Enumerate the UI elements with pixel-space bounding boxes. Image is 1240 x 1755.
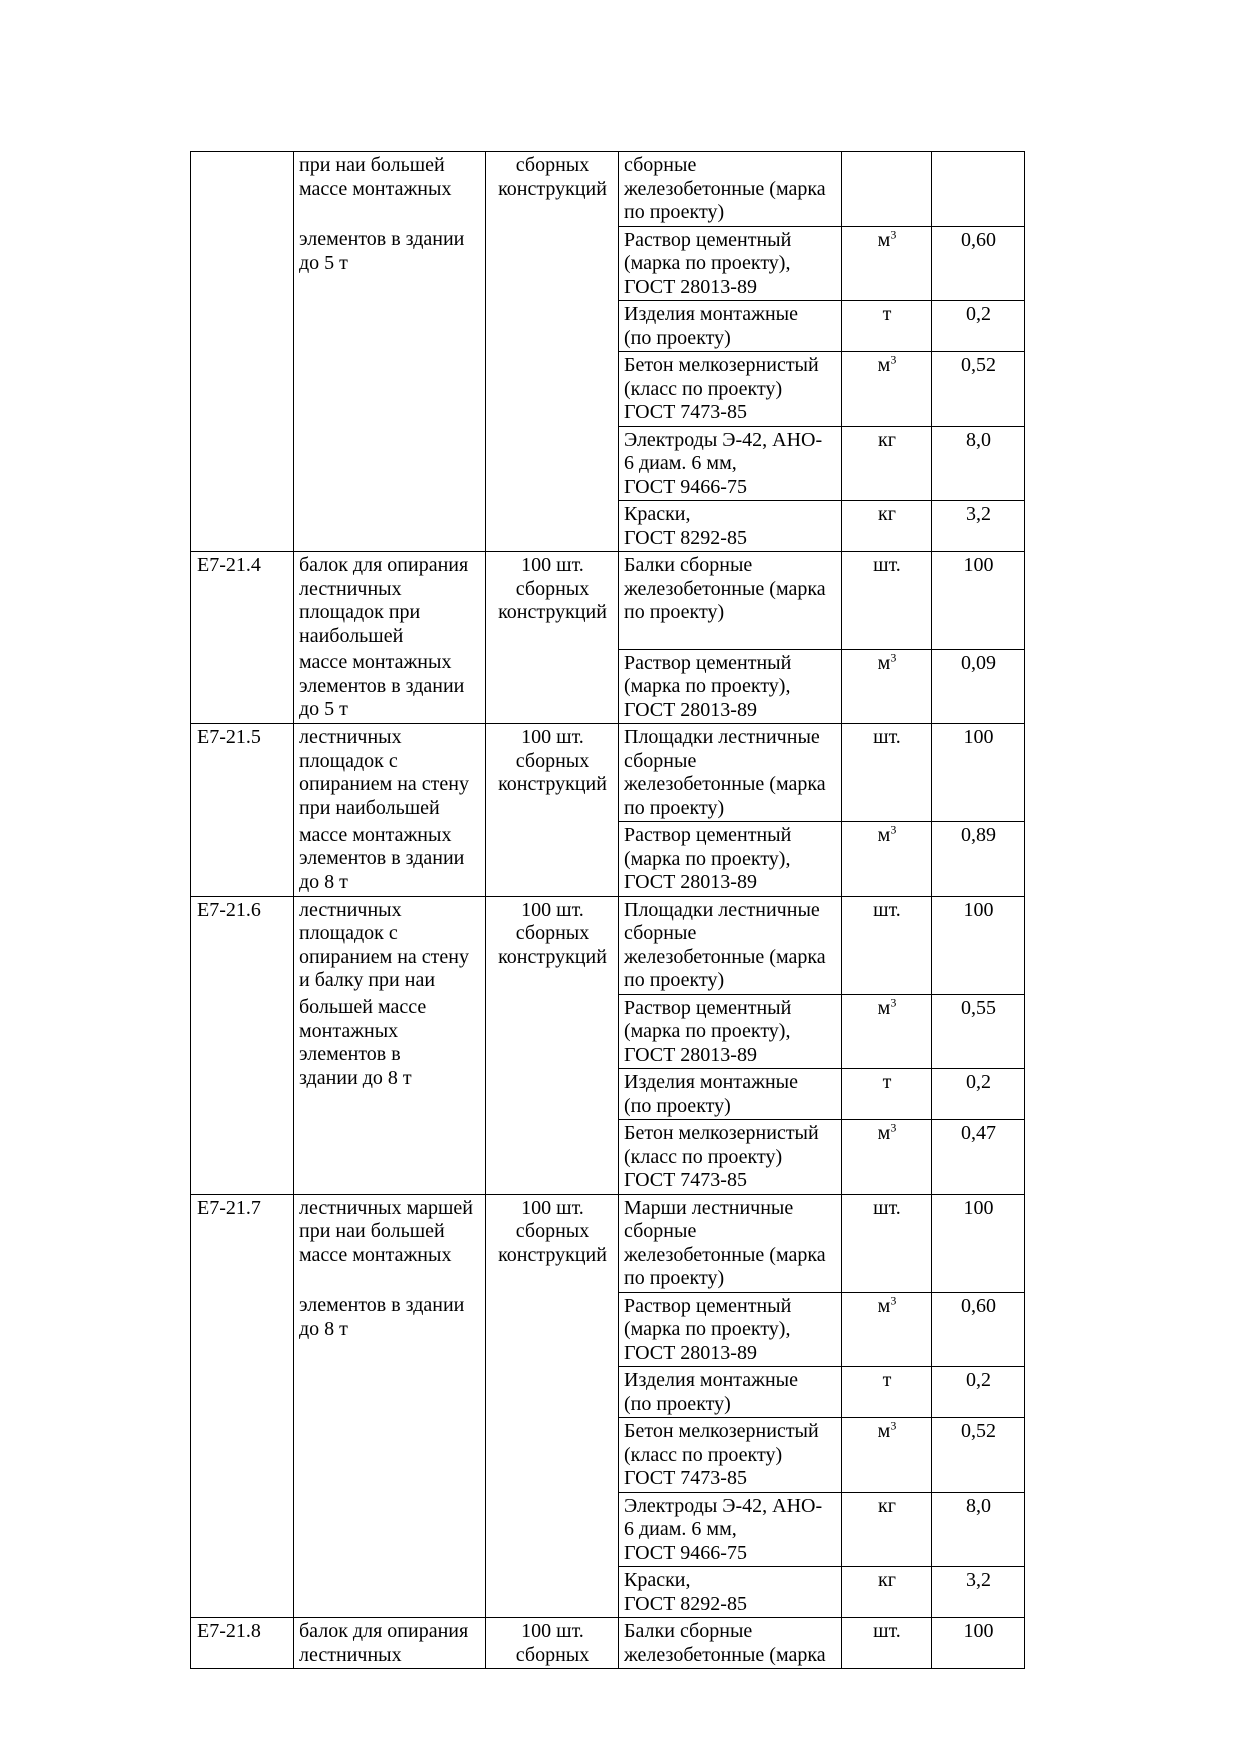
norms-table-page [190, 151, 1024, 1669]
material-quantity: 0,09 [932, 649, 1025, 724]
material-unit [842, 352, 932, 427]
material-quantity [932, 152, 1025, 227]
table-row [191, 1194, 1025, 1292]
material-quantity: 0,60 [932, 226, 1025, 301]
material-quantity: 0,52 [932, 352, 1025, 427]
work-name: лестничных маршей при наи большей массе монтажных [294, 1194, 486, 1292]
material-name: Бетон мелкозернистый (класс по проекту) ГОСТ 7473-85 [619, 1120, 842, 1195]
material-name: Электроды Э-42, АНО- 6 диам. 6 мм, ГОСТ 9466-75 [619, 1492, 842, 1567]
material-unit: кг [842, 501, 932, 552]
work-name: лестничных площадок с опиранием на стену и балку при наи [294, 896, 486, 994]
material-quantity: 100 [932, 1194, 1025, 1292]
material-name: Раствор цементный (марка по проекту), ГОСТ 28013-89 [619, 994, 842, 1069]
material-name: Изделия монтажные (по проекту) [619, 301, 842, 352]
unit-text: м [877, 824, 891, 846]
material-unit: т [842, 1069, 932, 1120]
material-unit: шт. [842, 1194, 932, 1292]
material-quantity: 0,2 [932, 301, 1025, 352]
norm-code: Е7-21.5 [191, 724, 294, 897]
unit-superscript: 3 [890, 1418, 897, 1433]
material-quantity: 0,55 [932, 994, 1025, 1069]
material-unit [842, 649, 932, 724]
material-name: Марши лестничные сборные железобетонные (марка по проекту) [619, 1194, 842, 1292]
material-unit [842, 1418, 932, 1493]
material-name: Раствор цементный (марка по проекту), ГОСТ 28013-89 [619, 649, 842, 724]
unit-text: м [877, 354, 891, 376]
material-unit: шт. [842, 1618, 932, 1669]
work-name: балок для опирания лестничных площадок при наибольшей [294, 552, 486, 650]
material-quantity: 0,60 [932, 1292, 1025, 1367]
material-name: Площадки лестничные сборные железобетонные (марка по проекту) [619, 724, 842, 822]
material-name: Балки сборные железобетонные (марка по проекту) [619, 552, 842, 650]
measure-unit: 100 шт. сборных конструкций [486, 896, 619, 1194]
norms-table [190, 151, 1025, 1669]
material-quantity: 0,2 [932, 1367, 1025, 1418]
unit-superscript: 3 [890, 352, 897, 367]
table-row [191, 896, 1025, 994]
work-name: балок для опирания лестничных [294, 1618, 486, 1669]
measure-unit: 100 шт. сборных конструкций [486, 724, 619, 897]
material-quantity: 0,52 [932, 1418, 1025, 1493]
material-quantity: 8,0 [932, 426, 1025, 501]
unit-text: м [877, 1294, 891, 1317]
material-quantity: 8,0 [932, 1492, 1025, 1567]
unit-superscript: 3 [890, 822, 897, 837]
material-name: Изделия монтажные (по проекту) [619, 1069, 842, 1120]
material-unit [842, 1120, 932, 1195]
material-quantity: 3,2 [932, 501, 1025, 552]
material-name: Площадки лестничные сборные железобетонные (марка по проекту) [619, 896, 842, 994]
work-name: массе монтажных элементов в здании до 5 т [294, 649, 486, 724]
material-quantity: 100 [932, 896, 1025, 994]
material-name: сборные железобетонные (марка по проекту) [619, 152, 842, 227]
norm-code [191, 152, 294, 552]
work-name: элементов в здании до 8 т [294, 1292, 486, 1618]
material-quantity: 0,2 [932, 1069, 1025, 1120]
material-unit: т [842, 1367, 932, 1418]
material-quantity: 3,2 [932, 1567, 1025, 1618]
table-row [191, 152, 1025, 227]
norm-code: Е7-21.7 [191, 1194, 294, 1618]
unit-superscript: 3 [890, 1120, 897, 1135]
material-unit: кг [842, 1492, 932, 1567]
unit-text: м [877, 1122, 891, 1144]
norm-code: Е7-21.8 [191, 1618, 294, 1669]
unit-superscript: 3 [890, 226, 897, 241]
unit-text: м [877, 228, 891, 251]
material-name: Электроды Э-42, АНО- 6 диам. 6 мм, ГОСТ 9466-75 [619, 426, 842, 501]
unit-superscript: 3 [890, 649, 897, 664]
table-row [191, 724, 1025, 822]
material-unit [842, 994, 932, 1069]
material-name: Раствор цементный (марка по проекту), ГОСТ 28013-89 [619, 1292, 842, 1367]
measure-unit: сборных конструкций [486, 152, 619, 552]
material-unit: шт. [842, 724, 932, 822]
material-name: Краски, ГОСТ 8292-85 [619, 501, 842, 552]
work-name: массе монтажных элементов в здании до 8 т [294, 822, 486, 897]
material-name: Балки сборные железобетонные (марка [619, 1618, 842, 1669]
material-name: Бетон мелкозернистый (класс по проекту) ГОСТ 7473-85 [619, 352, 842, 427]
material-unit: кг [842, 1567, 932, 1618]
material-quantity: 100 [932, 1618, 1025, 1669]
unit-text: м [877, 651, 891, 674]
unit-text: м [877, 1420, 891, 1442]
material-unit [842, 822, 932, 897]
material-unit: шт. [842, 552, 932, 650]
unit-text: м [877, 996, 891, 1019]
material-unit: шт. [842, 896, 932, 994]
work-name: при наи большей массе монтажных [294, 152, 486, 227]
material-unit [842, 226, 932, 301]
table-row [191, 552, 1025, 650]
material-unit: т [842, 301, 932, 352]
material-unit: кг [842, 426, 932, 501]
unit-superscript: 3 [890, 994, 897, 1009]
material-name: Бетон мелкозернистый (класс по проекту) ГОСТ 7473-85 [619, 1418, 842, 1493]
norm-code: Е7-21.4 [191, 552, 294, 724]
material-quantity: 100 [932, 724, 1025, 822]
material-unit [842, 152, 932, 227]
measure-unit: 100 шт. сборных [486, 1618, 619, 1669]
work-name: лестничных площадок с опиранием на стену при наибольшей [294, 724, 486, 822]
material-name: Раствор цементный (марка по проекту), ГОСТ 28013-89 [619, 822, 842, 897]
material-quantity: 100 [932, 552, 1025, 650]
work-name: большей массе монтажных элементов в здании до 8 т [294, 994, 486, 1194]
material-quantity: 0,89 [932, 822, 1025, 897]
material-quantity: 0,47 [932, 1120, 1025, 1195]
unit-superscript: 3 [890, 1292, 897, 1307]
material-name: Краски, ГОСТ 8292-85 [619, 1567, 842, 1618]
norm-code: Е7-21.6 [191, 896, 294, 1194]
material-unit [842, 1292, 932, 1367]
material-name: Раствор цементный (марка по проекту), ГОСТ 28013-89 [619, 226, 842, 301]
measure-unit: 100 шт. сборных конструкций [486, 552, 619, 724]
material-name: Изделия монтажные (по проекту) [619, 1367, 842, 1418]
table-row [191, 1618, 1025, 1669]
work-name: элементов в здании до 5 т [294, 226, 486, 552]
measure-unit: 100 шт. сборных конструкций [486, 1194, 619, 1618]
